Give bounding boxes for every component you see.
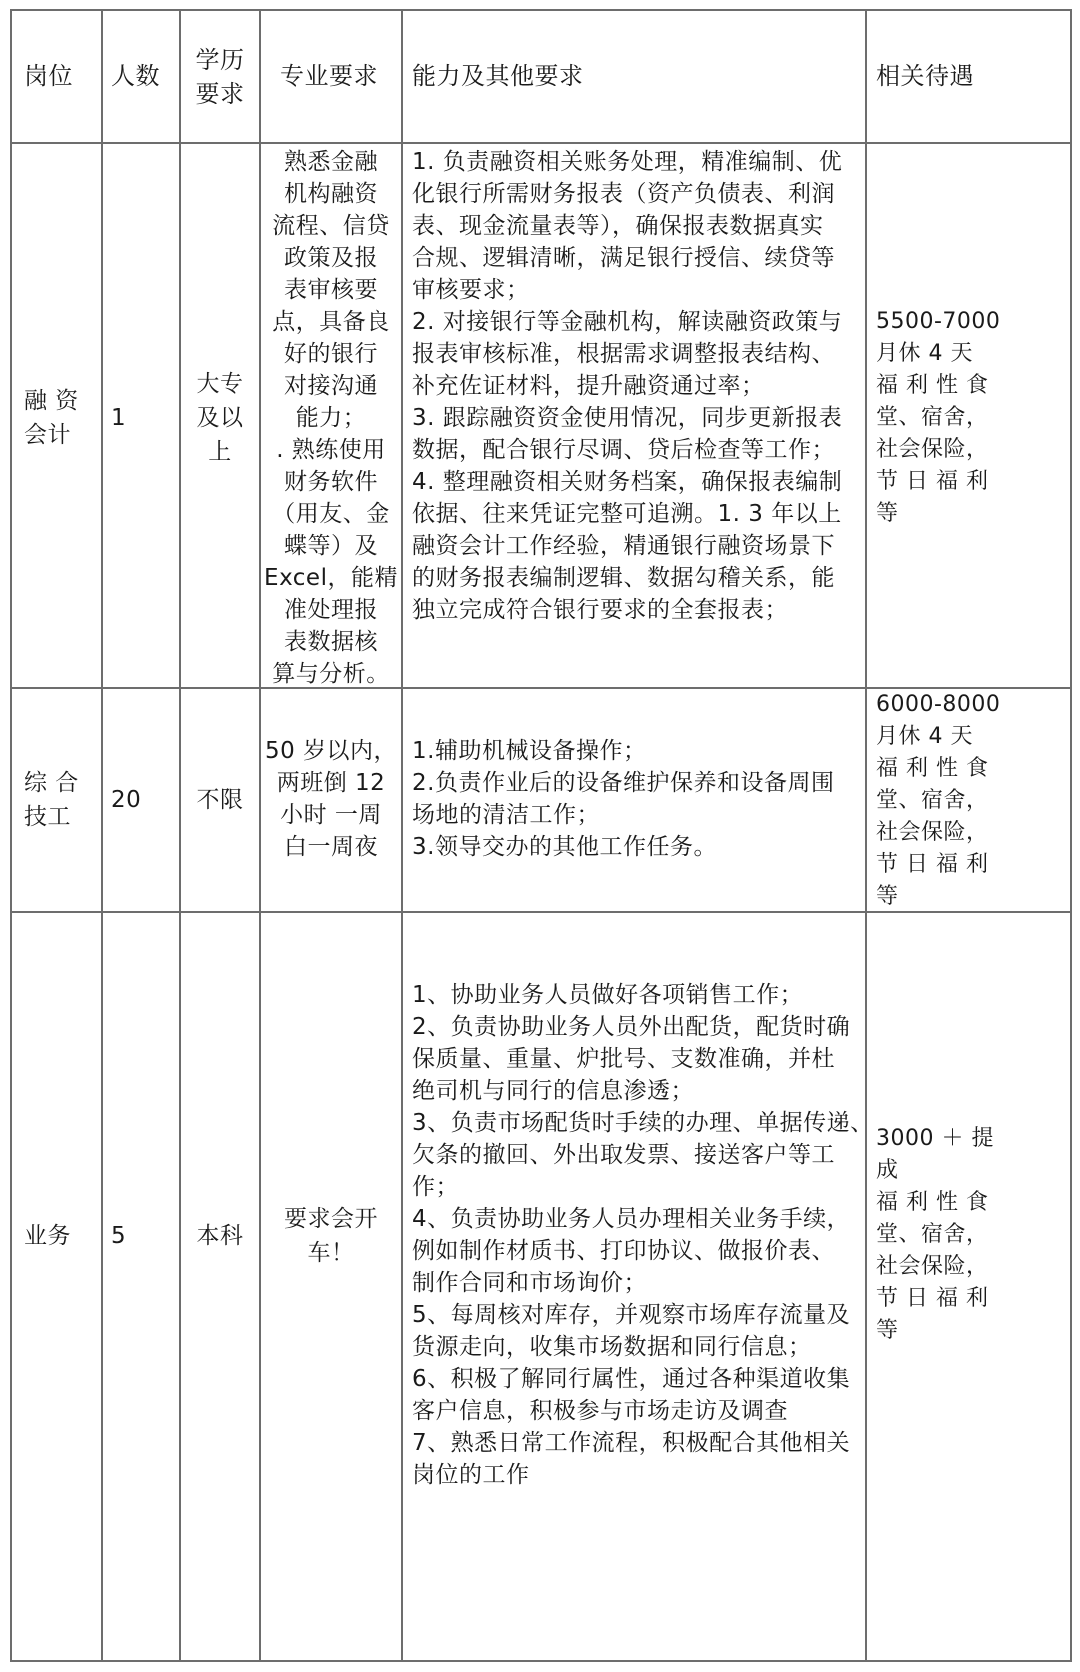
row1-count: 1 <box>111 405 127 431</box>
row3-major: 要求会开 车！ <box>284 1206 378 1266</box>
row2-count: 20 <box>111 787 142 813</box>
recruitment-table <box>10 9 1072 1662</box>
table-border-right <box>1070 9 1072 1662</box>
row2-benefits: 6000-8000 月休 4 天 福 利 性 食 堂、宿舍， 社会保险， 节 日 福 利 等 <box>876 692 1001 909</box>
header-position: 岗位 <box>24 62 73 90</box>
row1-major: 熟悉金融 机构融资 流程、信贷 政策及报 表审核要 点，具备良 好的银行 对接沟通 能力； . 熟练使用 财务软件 （用友、金 蝶等）及 Excel，能精 准处理报 表数据核 算与分析。 <box>264 149 398 687</box>
row1-benefits: 5500-7000 月休 4 天 福 利 性 食 堂、宿舍， 社会保险， 节 日 福 利 等 <box>876 309 1001 526</box>
header-major: 专业要求 <box>280 62 378 90</box>
row1-ability: 1. 负责融资相关账务处理，精准编制、优 化银行所需财务报表（资产负债表、利润 表、现金流量表等），确保报表数据真实 合规、逻辑清晰，满足银行授信、续贷等 审核要求； 2. 对接银行等金融机构，解读融资政策与 报表审核标准，根据需求调整报表结构、 补充佐证材料，提升融资通过率； 3. 跟踪融资资金使用情况，同步更新报表 数据，配合银行尽调、贷后检查等工作； 4. 整理融资相关财务档案，确保报表编制 依据、往来凭证完整可追溯。1. 3 年以上 融资会计工作经验，精通银行融资场景下 的财务报表编制逻辑、数据勾稽关系，能 独立完成符合银行要求的全套报表； <box>412 149 843 623</box>
table-border-left <box>10 9 12 1662</box>
header-ability: 能力及其他要求 <box>412 62 584 90</box>
table-border-top <box>10 9 1072 11</box>
row1-position: 融 资 会计 <box>24 388 79 448</box>
row3-benefits: 3000 ＋ 提 成 福 利 性 食 堂、宿舍， 社会保险， 节 日 福 利 等 <box>876 1126 994 1343</box>
column-divider <box>401 9 403 1662</box>
table-border-bottom <box>10 1660 1072 1662</box>
header-education: 学历 要求 <box>195 46 245 108</box>
header-benefits: 相关待遇 <box>876 62 974 90</box>
column-divider <box>179 9 181 1662</box>
row2-major: 50 岁以内， 两班倒 12 小时 一周 白一周夜 <box>264 738 398 860</box>
column-divider <box>101 9 103 1662</box>
row2-education: 不限 <box>196 787 244 813</box>
row3-education: 本科 <box>196 1223 244 1249</box>
row3-ability: 1、协助业务人员做好各项销售工作； 2、负责协助业务人员外出配货，配货时确 保质量、重量、炉批号、支数准确，并杜 绝司机与同行的信息渗透； 3、负责市场配货时手续的办理、单据传递、 欠条的撤回、外出取发票、接送客户等工 作； 4、负责协助业务人员办理相关业务手续， 例如制作材质书、打印协议、做报价表、 制作合同和市场询价； 5、每周核对库存，并观察市场库存流量及 货源走向，收集市场数据和同行信息； 6、积极了解同行属性，通过各种渠道收集 客户信息，积极参与市场走访及调查 7、熟悉日常工作流程，积极配合其他相关 岗位的工作 <box>412 982 874 1488</box>
row1-education: 大专 及以 上 <box>196 371 244 465</box>
row-divider <box>10 142 1072 144</box>
row2-ability: 1.辅助机械设备操作； 2.负责作业后的设备维护保养和设备周围 场地的清洁工作； 3.领导交办的其他工作任务。 <box>412 738 835 860</box>
header-count: 人数 <box>111 62 160 90</box>
row2-position: 综 合 技工 <box>24 770 79 830</box>
row3-position: 业务 <box>24 1223 71 1249</box>
row3-count: 5 <box>111 1223 127 1249</box>
